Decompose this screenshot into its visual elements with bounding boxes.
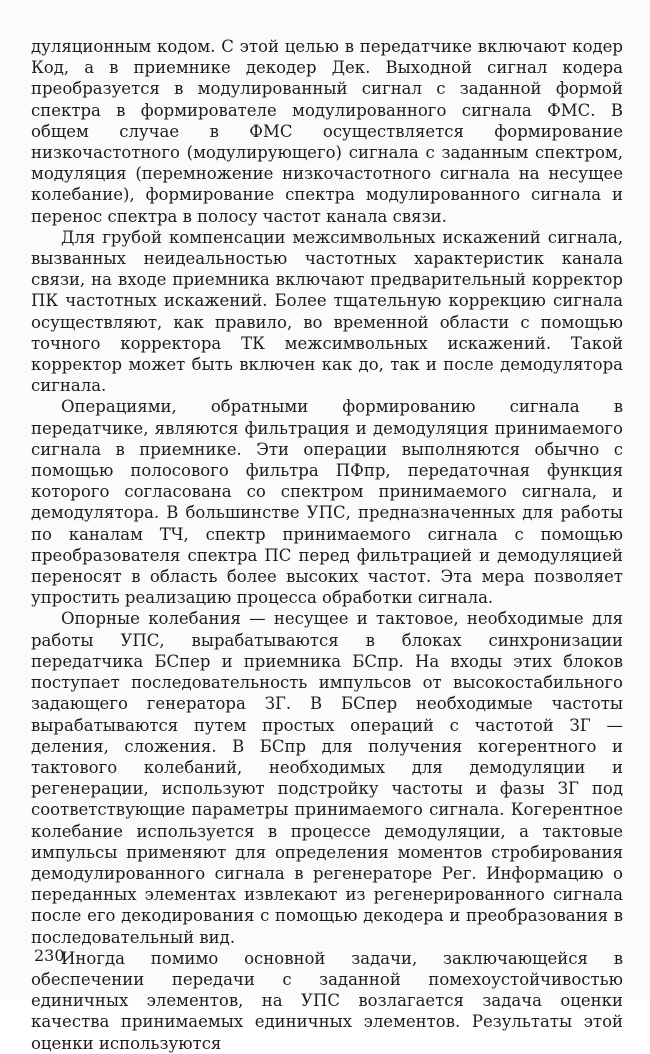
page-number: 230 [34,946,65,965]
paragraph-sync: Опорные колебания — несущее и тактовое, необходимые для работы УПС, вырабатываются в блоках синхронизации передатчика БСпер и приемника БСпр. На входы этих блоков поступает последовательность импульсов от высокостабильного задающего генератора ЗГ. В БСпер необходимые частоты вырабатываются путем простых операций с частотой ЗГ — деления, сложения. В БСпр для получения когерентного и тактового колебаний, необходимых для демодуляции и регенерации, используют подстройку частоты и фазы ЗГ под соответствующие параметры принимаемого сигнала. Когерентное колебание используется в процессе демодуляции, а тактовые импульсы применяют для определения моментов стробирования демодулированного сигнала в регенераторе Рег. Информацию о переданных элементах извлекают из регенерированного сигнала после его декодирования с помощью декодера и преобразования в последовательный вид. [31,609,623,947]
paragraph-filtering: Операциями, обратными формированию сигнала в передатчике, являются фильтрация и демодуляция принимаемого сигнала в приемнике. Эти операции выполняются обычно с помощью полосового фильтра ПФпр, передаточная функция которого согласована со спектром принимаемого сигнала, и демодулятора. В большинстве УПС, предназначенных для работы по каналам ТЧ, спектр принимаемого сигнала с помощью преобразователя спектра ПС перед фильтрацией и демодуляцией переносят в область более высоких частот. Эта мера позволяет упростить реализацию процесса обработки сигнала. [31,397,623,608]
paragraph-compensation: Для грубой компенсации межсимвольных искажений сигнала, вызванных неидеальностью частотных характеристик канала связи, на входе приемника включают предварительный корректор ПК частотных искажений. Более тщательную коррекцию сигнала осуществляют, как правило, во временной области с помощью точного корректора ТК межсимвольных искажений. Такой корректор может быть включен как до, так и после демодулятора сигнала. [31,227,623,396]
body-text [31,36,623,1054]
paragraph-quality: Иногда помимо основной задачи, заключающейся в обеспечении передачи с заданной помехоустойчивостью единичных элементов, на УПС возлагается задача оценки качества принимаемых единичных элементов. Результаты этой оценки используются [31,948,623,1053]
paragraph-continuation: дуляционным кодом. С этой целью в передатчике включают кодер Код, а в приемнике декодер Дек. Выходной сигнал кодера преобразуется в модулированный сигнал с заданной формой спектра в формирователе модулированного сигнала ФМС. В общем случае в ФМС осуществляется формирование низкочастотного (модулирующего) сигнала с заданным спектром, модуляция (перемножение низкочастотного сигнала на несущее колебание), формирование спектра модулированного сигнала и перенос спектра в полосу частот канала связи. [31,37,623,226]
